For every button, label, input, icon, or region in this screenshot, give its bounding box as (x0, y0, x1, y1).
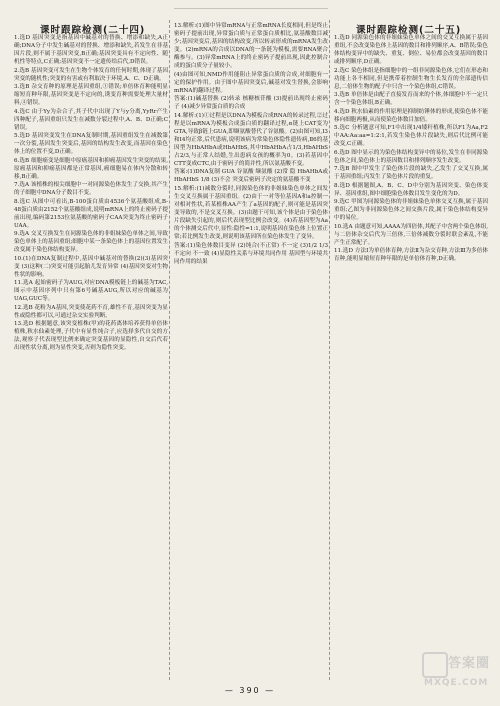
answer-paragraph: 13.选D 根据题意,该突变植株(甲)的花药离体培养获得单倍体植株,秋水仙素处理,子代中有显性纯合子,应选择多代自交的方法,观察子代表现型比例来确定突变基因的显隐性,自交后代若出现性状分离,则为显性突变,否则为隐性突变。 (14, 321, 168, 352)
watermark-brand: 答案圈 (448, 656, 491, 671)
answer-paragraph: 3.选B 单倍体是由配子直接发育而来的个体,体细胞中不一定只含一个染色体组,B正确。 (334, 92, 488, 107)
answer-paragraph: 6.选B 细胞癌变是细胞中原癌基因和抑癌基因发生突变的结果,原癌基因和抑癌基因都是正常基因,癌细胞易在体内分散和转移,B正确。 (14, 157, 168, 180)
answer-paragraph: 7.选B 图中甲发生了染色体片段的缺失,乙发生了交叉互换,属于基因重组;丙发生了染色体片段的重复。 (334, 166, 488, 181)
answer-paragraph: 13.解析:(1)图中异常mRNA与正常mRNA长度相同,但是终止密码子提前出现,异常蛋白质与正常蛋白质相比,氨基酸数目减少;基因突变后,基因的结构改变,所以转录形成的mRNA发生改变。(2)mRNA的合成以DNA的一条链为模板,需要RNA聚合酶参与。(3)异常mRNA上的终止密码子提前出现,因此控制合成的蛋白质分子量较小。 (174, 23, 328, 70)
watermark-url: MXQE.COM (424, 678, 489, 688)
answer-paragraph: 10.选A 由题意可知,AAAA为四倍体,其配子中含两个染色体组,与二倍体杂交后代为三倍体,三倍体减数分裂时联会紊乱,不能产生正常配子。 (334, 223, 488, 246)
top-rule (174, 8, 328, 10)
answer-paragraph: 11.选D 方法Ⅰ为单倍体育种,方法Ⅱ为杂交育种,方法Ⅲ为多倍体育种,能明显缩短育种年限的是单倍体育种,D正确。 (334, 248, 488, 263)
answer-paragraph: 2.选C 染色体组是指细胞中的一组非同源染色体,它们在形态和功能上各不相同,但是携带着控制生物生长发育的全部遗传信息,二倍体生物的配子中只含一个染色体组,C错误。 (334, 67, 488, 90)
answer-paragraph: 5.选D 基因突变发生在DNA复制时期,基因重组发生在减数第一次分裂,基因发生突变后,基因的结构发生改变,而基因在染色体上的位置不变,D正确。 (14, 133, 168, 156)
watermark-logo (422, 652, 492, 696)
answer-paragraph: 答案:(1)碱基替换 (2)转录 核糖核苷酸 (3)提前出现终止密码子 (4)减少异常蛋白质的合成 (174, 96, 328, 111)
section-title-25: 课时跟踪检测(二十五) (356, 25, 462, 36)
watermark-icon (422, 652, 448, 678)
answer-paragraph: 5.选C 分析题意可知,F1中出现1/4矮秆植株,所以F1为Aa,F2中AA:Aa:aa=1:2:1,若发生染色体片段缺失,则后代比例可能改变,C正确。 (334, 125, 488, 148)
answer-paragraph: 7.选A 该植株的根尖细胞中一对同源染色体发生了交换,其产生的子细胞中DNA分子数目不变。 (14, 182, 168, 197)
answer-paragraph: 15.解析:(1)减数分裂时,同源染色体的非姐妹染色单体之间发生交叉互换属于基因重组。(2)由于一对等位基因A和a控制一对相对性状,若某植株AA产生了a基因的配子,则可能是基因突变导致的,不是交叉互换。(3)由题干可知,该个体是由于染色体片段缺失引起的,则后代表现型比例会改变。(4)若基因型为Aa的个体测交后代中,显性:隐性=1:1,说明基因在染色体上位置正常;若比例发生改变,则说明该基因所在染色体发生了变异。 (174, 185, 328, 241)
answer-paragraph: 10.(1)在DNA复制过程中,基因中碱基对的替换(2)(3)基因突变 (3)这种(二)突变可能引起胎儿发育异常 (4)基因突变对生物性状的影响。 (14, 255, 168, 278)
answer-paragraph: 12.选B 花粉为A基因,突变使花药不育,雄性不育,基因突变为显性或隐性都可以,可通过杂交实验判断。 (14, 304, 168, 319)
answer-paragraph: 8.选D 根据题图,A、B、C、D中分别为基因突变、染色体变异、基因重组,图中细胞染色体数目发生变化的为D。 (334, 182, 488, 197)
answer-paragraph: 3.选B 杂交育种的原理是基因重组,①错误;单倍体育种能明显缩短育种年限,基因突变是不定向的,诱变育种需要处理大量材料,④错误。 (14, 84, 168, 107)
column-divider (329, 20, 330, 680)
answer-paragraph: 1.选D 基因突变是指基因中碱基对的替换、增添和缺失,A正确;DNA分子中发生碱基对的替换、增添和缺失,若发生在非基因片段,则不属于基因突变,B正确;基因突变具有不定向性、随机性等特点,C正确;基因突变不一定遗传给后代,D错误。 (14, 35, 168, 66)
answer-paragraph: 11.选A 起始密码子为AUG,对应DNA模板链上的碱基为TAC,图示中基因序列中只有第6号碱基AUG,所以对应的碱基为UAG,GUC等。 (14, 280, 168, 303)
section-title-24: 课时跟踪检测(二十四) (40, 25, 146, 36)
answer-paragraph: 1.选D 同源染色体的非姐妹染色单体之间的交叉互换属于基因重组,不会改变染色体上基因的数目和排列顺序,A、B错误;染色体结构变异中的缺失、重复、倒位、易位都会改变基因的数目或排列顺序,D正确。 (334, 35, 488, 66)
answer-paragraph: 4.选C 由于Yy为杂合子,其子代中出现了Y与y分离,YyRr产生四种配子,基因重组只发生在减数分裂过程中,A、B、D正确;C错误。 (14, 108, 168, 131)
answer-paragraph: 答案:(1)染色体数目变异 (2)纯合(不正常) 不一定 (3)1/2 1/3 不定向 不一致 (4)显隐性关系与环境共同作用 基因型与环境共同作用的结果 (174, 242, 328, 265)
answer-paragraph: (4)由图可知,NMD作用能阻止异常蛋白质的合成,对细胞有一定的保护作用。由于图中基因突变后,碱基对发生替换,会影响mRNA的翻译过程。 (174, 71, 328, 94)
answer-paragraph: 9.选C 甲图为同源染色体的非姐妹染色单体交叉互换,属于基因重组;乙图为非同源染色体之间交换片段,属于染色体结构变异中的易位。 (334, 199, 488, 222)
answer-paragraph: 9.选A 交叉互换发生在同源染色体的非姐妹染色单体之间,导致染色单体上的基因重组;细胞中某一条染色体上的基因位置发生改变属于染色体结构变异。 (14, 231, 168, 254)
answer-paragraph: 14.解析:(1)①过程是以DNA为模板合成RNA的转录过程,②过程是以mRNA为模板合成蛋白质的翻译过程,α链上CAT变为GTA,导致β链上GUA,即缬氨酸替代了谷氨酸。(2)由图可知,Ⅰ3和Ⅰ4均正常,后代患病,说明该病为常染色体隐性遗传病,Ⅱ6的基因型为HbAHbA或HbAHbS,其中HbAHbA占1/3,HbAHbS占2/3,与正常人结婚,生出患病女孩的概率为0。(3)若基因中CTT变成CTC,由于密码子的简并性,所以氨基酸不变。 (174, 112, 328, 167)
column-middle (174, 22, 328, 266)
column-divider (169, 20, 170, 680)
page-number: — 390 — (224, 686, 276, 695)
answer-paragraph: 答案:(1)DNA复制 GUA 谷氨酸 缬氨酸 (2)常 隐 HbAHbA或HbAHbS 1/8 (3)不会 突变后密码子决定的氨基酸不变 (174, 169, 328, 184)
answer-paragraph: 6.选D 图中显示的为染色体结构变异中的易位,发生在非同源染色体之间,染色体上的基因数目和排列顺序发生改变。 (334, 149, 488, 164)
answer-paragraph: 4.选D 秋水仙素的作用原理是抑制纺锤体的形成,使染色体不能移向细胞两极,从而使染色体数目加倍。 (334, 108, 488, 123)
answer-paragraph: 8.选C 从图中可看出,B-100蛋白质由4536个氨基酸组成,B-48蛋白质由2152个氨基酸组成,说明mRNA上的终止密码子提前出现,编码第2153位氨基酸的密码子CAA突变为终止密码子UAA。 (14, 198, 168, 229)
answer-paragraph: 2.选B 基因突变可发生在生物个体发育的任何时期,体现了基因突变的随机性;突变的有害或有利取决于环境,A、C、D正确。 (14, 67, 168, 82)
column-left (14, 34, 168, 353)
column-right (334, 34, 488, 264)
